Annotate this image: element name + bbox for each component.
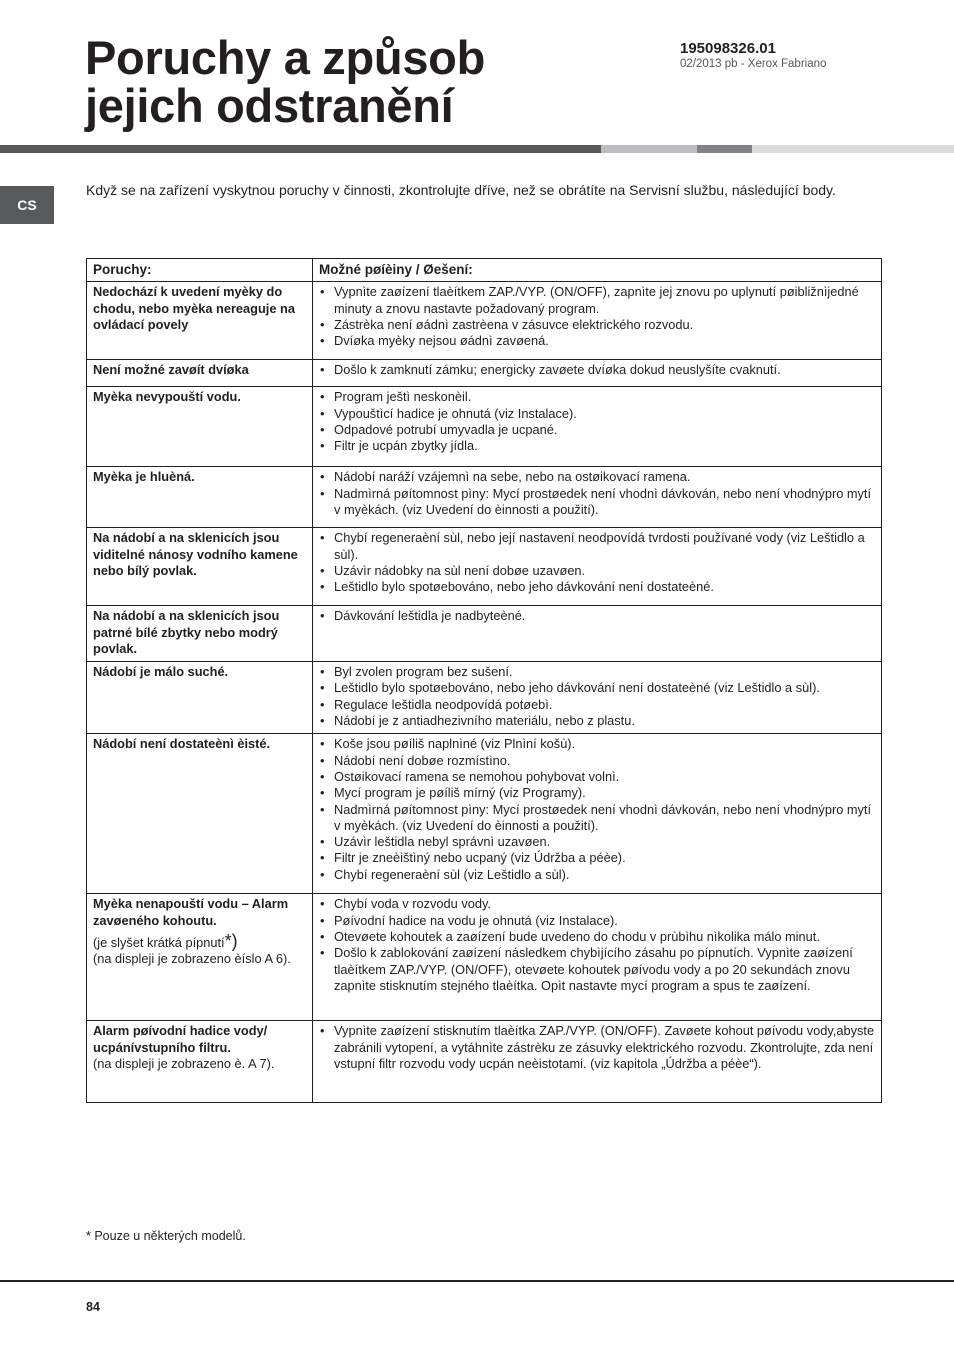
fault-cell — [87, 1021, 313, 1103]
solution-item: • Vypouštìcí hadice je ohnutá (viz Instalace). — [319, 406, 875, 422]
solution-item: • Otevøete kohoutek a zaøízení bude uvedeno do chodu v prùbìhu nìkolika málo minut. — [319, 929, 875, 945]
solution-item: • Došlo k zamknutí zámku; energicky zavøete dvíøka dokud neuslyšíte cvaknutí. — [319, 362, 875, 378]
language-tab: CS — [0, 186, 54, 224]
solution-item: • Zástrèka není øádnì zastrèena v zásuvce elektrického rozvodu. — [319, 317, 875, 333]
footnote: * Pouze u některých modelů. — [86, 1229, 246, 1243]
solution-item: • Leštidlo bylo spotøebováno, nebo jeho dávkování není dostateèné. — [319, 579, 875, 595]
solution-cell — [313, 1021, 882, 1103]
solution-item: • Nádobí naráží vzájemnì na sebe, nebo na ostøikovací ramena. — [319, 469, 875, 485]
solution-item: • Uzávìr leštidla nebyl správnì uzavøen. — [319, 834, 875, 850]
fault-note — [93, 930, 306, 951]
fault-cell: Na nádobí a na sklenicích jsou patrné bílé zbytky nebo modrý povlak. — [87, 606, 313, 662]
table-row — [87, 528, 882, 606]
solution-item: • Chybí regeneraèní sùl (viz Leštidlo a sùl). — [319, 867, 875, 883]
solution-cell — [313, 360, 882, 387]
solution-item: • Leštidlo bylo spotøebováno, nebo jeho dávkování není dostateèné (viz Leštidlo a sùl). — [319, 680, 875, 696]
fault-cell: Myèka je hluèná. — [87, 467, 313, 528]
solution-cell — [313, 606, 882, 662]
table-row — [87, 1021, 882, 1103]
solution-item: • Vypnìte zaøízení tlaèítkem ZAP./VYP. (ON/OFF), zapnìte jej znovu po uplynutí pøibližnìjedné minuty a znovu nastavte požadovaný program. — [319, 284, 875, 317]
title-line-1: Poruchy a způsob — [85, 31, 485, 84]
solution-item: • Filtr je ucpán zbytky jídla. — [319, 438, 875, 454]
table-row — [87, 606, 882, 662]
fault-note-text: (je slyšet krátká pípnutí — [93, 934, 225, 950]
title-line-2: jejich odstranění — [85, 79, 454, 132]
solution-item: • Regulace leštidla neodpovídá potøebì. — [319, 697, 875, 713]
document-subtitle: 02/2013 pb - Xerox Fabriano — [680, 58, 827, 70]
fault-note: (na displeji je zobrazeno èíslo A 6). — [93, 951, 291, 967]
footer-rule — [0, 1280, 954, 1282]
troubleshooting-table — [86, 258, 882, 1103]
header-bar-pale — [752, 145, 954, 153]
header-faults: Poruchy: — [87, 259, 313, 282]
fault-cell: Není možné zavøít dvíøka — [87, 360, 313, 387]
solution-item: • Mycí program je pøíliš mírný (viz Programy). — [319, 785, 875, 801]
solution-cell — [313, 467, 882, 528]
solution-cell — [313, 894, 882, 1021]
solution-item: • Filtr je zneèištìný nebo ucpaný (viz Údržba a péèe). — [319, 850, 875, 866]
solution-cell — [313, 734, 882, 894]
solution-cell — [313, 528, 882, 606]
table-row — [87, 734, 882, 894]
solution-item: • Uzávìr nádobky na sùl není dobøe uzavøen. — [319, 563, 875, 579]
solution-item: • Nadmìrná pøítomnost pìny: Mycí prostøedek není vhodnì dávkován, nebo není vhodnýpro mytí v myèkách. (viz Uvedení do èinnosti a použití). — [319, 802, 875, 835]
solution-item: • Byl zvolen program bez sušení. — [319, 664, 875, 680]
header-solutions: Možné pøíèiny / Øešení: — [313, 259, 882, 282]
table-header-row — [87, 259, 882, 282]
header-bar-mid — [697, 145, 752, 153]
fault-note: (na displeji je zobrazeno è. A 7). — [93, 1055, 275, 1071]
solution-item: • Dávkování leštidla je nadbyteèné. — [319, 608, 875, 624]
solution-item: • Došlo k zablokování zaøízení následkem chybìjícího zásahu po pípnutích. Vypnìte zaøízení tlaèítkem ZAP./VYP. (ON/OFF), otevøete kohoutek pøívodu vody a po 20 sekundách znovu zapnìte stisknutím stejného tlaèítka. Opìt nastavte mycí program a spus te zaøízení. — [319, 945, 875, 994]
solution-item: • Koše jsou pøíliš naplnìné (viz Plnìní košù). — [319, 736, 875, 752]
footnote-marker: *) — [224, 930, 238, 951]
fault-cell: Myèka nevypouští vodu. — [87, 387, 313, 467]
fault-title: Myèka nenapouští vodu – Alarm zavøeného kohoutu. — [93, 896, 289, 928]
fault-cell: Nádobí je málo suché. — [87, 662, 313, 734]
table-row — [87, 467, 882, 528]
solution-cell — [313, 662, 882, 734]
fault-cell: Nádobí není dostateènì èisté. — [87, 734, 313, 894]
solution-item: • Nádobí není dobøe rozmístìno. — [319, 753, 875, 769]
intro-text: Když se na zařízení vyskytnou poruchy v činnosti, zkontrolujte dříve, než se obrátíte na Servisní službu, následující body. — [86, 182, 836, 198]
document-number: 195098326.01 — [680, 40, 776, 57]
table-row — [87, 360, 882, 387]
solution-item: • Ostøikovací ramena se nemohou pohybovat volnì. — [319, 769, 875, 785]
solution-cell — [313, 282, 882, 360]
solution-item: • Dvíøka myèky nejsou øádnì zavøená. — [319, 333, 875, 349]
table-row — [87, 387, 882, 467]
solution-item: • Program ještì neskonèil. — [319, 389, 875, 405]
header-bar-dark — [0, 145, 601, 153]
header-bar-light — [601, 145, 697, 153]
solution-item: • Odpadové potrubí umyvadla je ucpané. — [319, 422, 875, 438]
solution-item: • Chybí regeneraèní sùl, nebo její nastavení neodpovídá tvrdosti používané vody (viz Leštidlo a sùl). — [319, 530, 875, 563]
fault-title: Alarm pøívodní hadice vody/ ucpánívstupního filtru. — [93, 1023, 268, 1055]
solution-item: • Vypnìte zaøízení stisknutím tlaèítka ZAP./VYP. (ON/OFF). Zavøete kohout pøívodu vody,abyste zabránili vytopení, a vytáhnìte zástrèku ze zásuvky elektrického rozvodu. Zkontrolujte, zda není vstupní filtr rozvodu vody ucpán neèistotami. (viz kapitola „Údržba a péèe“). — [319, 1023, 875, 1072]
page-number: 84 — [86, 1300, 100, 1314]
solution-item: • Nádobí je z antiadhezivního materiálu, nebo z plastu. — [319, 713, 875, 729]
solution-item: • Pøívodní hadice na vodu je ohnutá (viz Instalace). — [319, 913, 875, 929]
table-row — [87, 282, 882, 360]
solution-item: • Nadmìrná pøítomnost pìny: Mycí prostøedek není vhodnì dávkován, nebo není vhodnýpro mytí v myèkách. (viz Uvedení do èinnosti a použití). — [319, 486, 875, 519]
fault-cell: Na nádobí a na sklenicích jsou viditelné nánosy vodního kamene nebo bílý povlak. — [87, 528, 313, 606]
fault-cell — [87, 894, 313, 1021]
fault-cell: Nedochází k uvedení myèky do chodu, nebo myèka nereaguje na ovládací povely — [87, 282, 313, 360]
page-title — [85, 31, 485, 132]
solution-cell — [313, 387, 882, 467]
solution-item: • Chybí voda v rozvodu vody. — [319, 896, 875, 912]
table-row — [87, 662, 882, 734]
table-row — [87, 894, 882, 1021]
